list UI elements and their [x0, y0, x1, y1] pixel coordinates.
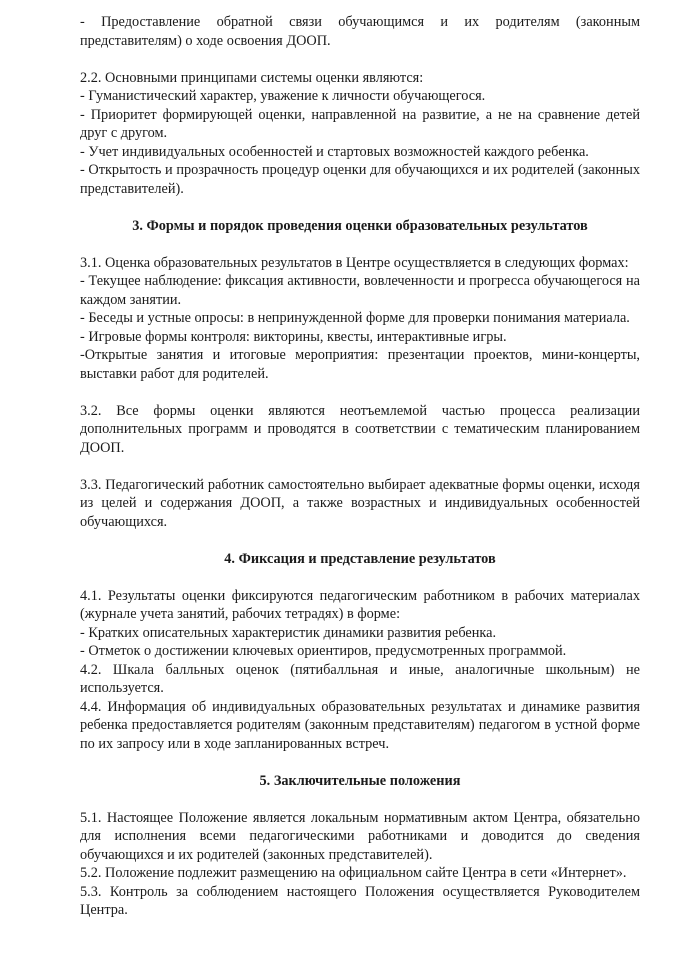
paragraph: 5.1. Настоящее Положение является локальным нормативным актом Центра, обязательно для исполнения всеми педагогическими работниками и доводится до сведения обучающихся и их родителей (законных представителей). [80, 809, 640, 863]
paragraph: - Текущее наблюдение: фиксация активности, вовлеченности и прогресса обучающегося на каждом занятии. [80, 273, 640, 308]
section-heading: 4. Фиксация и представление результатов [224, 550, 496, 567]
section-heading: 3. Формы и порядок проведения оценки образовательных результатов [132, 217, 588, 234]
paragraph: 3.1. Оценка образовательных результатов в Центре осуществляется в следующих формах: [80, 254, 629, 271]
paragraph: 4.2. Шкала балльных оценок (пятибалльная и иные, аналогичные школьным) не используется. [80, 661, 640, 696]
paragraph: 5.2. Положение подлежит размещению на официальном сайте Центра в сети «Интернет». [80, 865, 627, 881]
paragraph: - Игровые формы контроля: викторины, квесты, интерактивные игры. [80, 328, 507, 345]
paragraph: 4.4. Информация об индивидуальных образовательных результатах и динамике развития ребенка предоставляется родителям (законным представителям) педагогом в устной форме по их запросу или в ходе запланированных встреч. [80, 698, 640, 752]
paragraph: - Открытость и прозрачность процедур оценки для обучающихся и их родителей (законных представителей). [80, 162, 640, 197]
paragraph: -Открытые занятия и итоговые мероприятия: презентации проектов, мини-концерты, выставки работ для родителей. [80, 347, 640, 382]
section-heading: 5. Заключительные положения [259, 772, 461, 789]
paragraph: 4.1. Результаты оценки фиксируются педагогическим работником в рабочих материалах (журнале учета занятий, рабочих тетрадях) в форме: [80, 587, 640, 622]
paragraph: - Предоставление обратной связи обучающимся и их родителям (законным представителям) о ходе освоения ДООП. [80, 14, 640, 49]
paragraph: 3.3. Педагогический работник самостоятельно выбирает адекватные формы оценки, исходя из целей и содержания ДООП, а также возрастных и индивидуальных особенностей обучающихся. [80, 476, 640, 530]
paragraph: - Учет индивидуальных особенностей и стартовых возможностей каждого ребенка. [80, 143, 589, 160]
paragraph: - Кратких описательных характеристик динамики развития ребенка. [80, 624, 497, 641]
paragraph: - Гуманистический характер, уважение к личности обучающегося. [80, 88, 486, 104]
paragraph: - Приоритет формирующей оценки, направленной на развитие, а не на сравнение детей друг с другом. [80, 106, 640, 141]
paragraph: 2.2. Основными принципами системы оценки являются: [80, 69, 424, 86]
paragraph: - Отметок о достижении ключевых ориентиров, предусмотренных программой. [80, 643, 567, 659]
paragraph: 3.2. Все формы оценки являются неотъемлемой частью процесса реализации дополнительных программ и проводятся в соответствии с тематическим планированием ДООП. [80, 402, 640, 456]
paragraph: - Беседы и устные опросы: в непринужденной форме для проверки понимания материала. [80, 310, 630, 326]
paragraph: 5.3. Контроль за соблюдением настоящего Положения осуществляется Руководителем Центра. [80, 883, 640, 918]
